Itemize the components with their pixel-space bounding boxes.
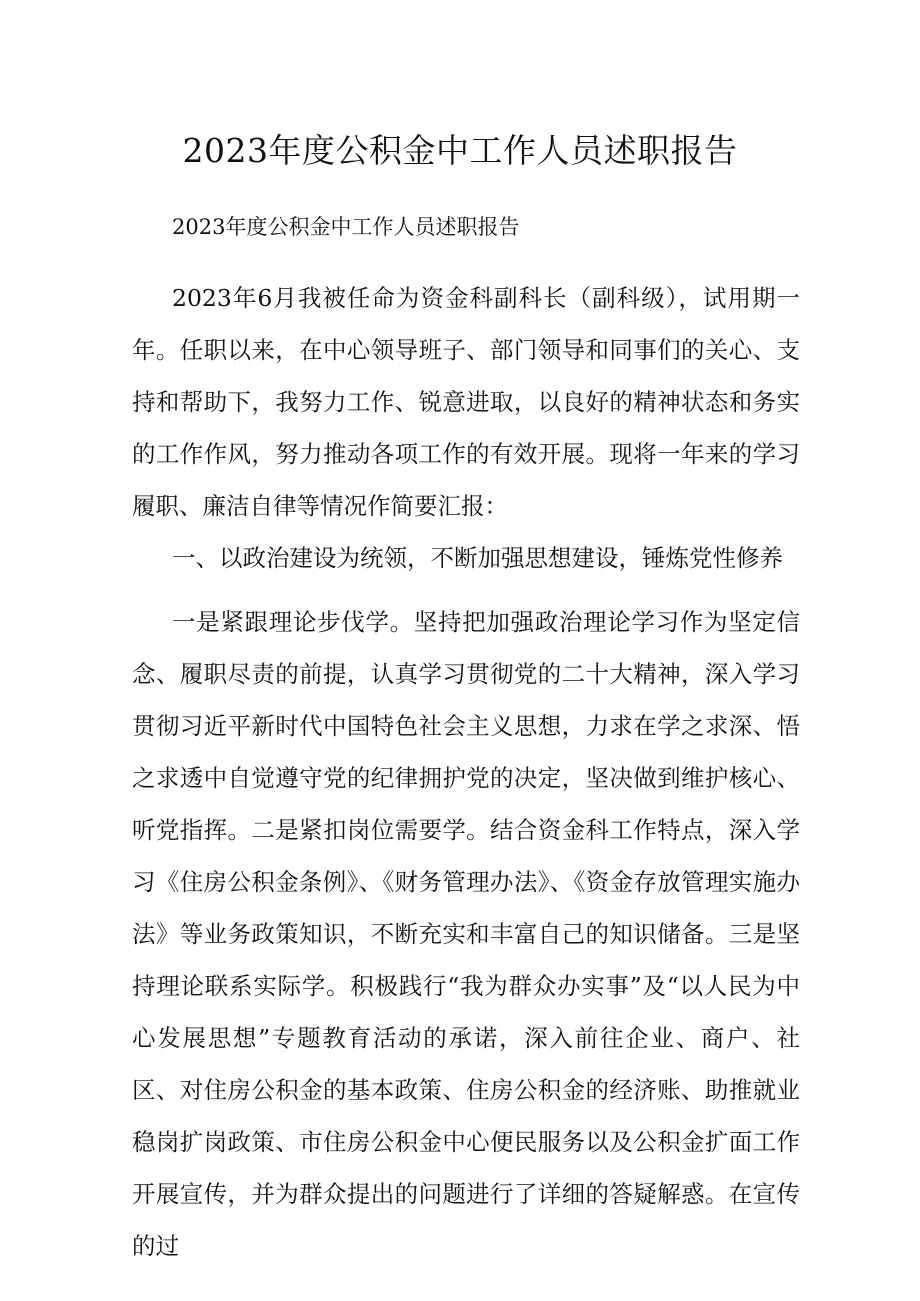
paragraph-section-1: 一是紧跟理论步伐学。坚持把加强政治理论学习作为坚定信念、履职尽责的前提，认真学习贯彻党的二十大精神，深入学习贯彻习近平新时代中国特色社会主义思想，力求在学之求深、悟之求透中自觉遵守党的纪律拥护党的决定，坚决做到维护核心、听党指挥。二是紧扣岗位需要学。结合资金科工作特点，深入学习《住房公积金条例》、《财务管理办法》、《资金存放管理实施办法》等业务政策知识，不断充实和丰富自己的知识储备。三是坚持理论联系实际学。积极践行“我为群众办实事”及“以人民为中心发展思想”专题教育活动的承诺，深入前往企业、商户、社区、对住房公积金的基本政策、住房公积金的经济账、助推就业稳岗扩岗政策、市住房公积金中心便民服务以及公积金扩面工作开展宣传，并为群众提出的问题进行了详细的答疑解惑。在宣传的过: [132, 608, 800, 1260]
document-subtitle: 2023年度公积金中工作人员述职报告: [172, 215, 520, 239]
section-heading-1: 一、以政治建设为统领，不断加强思想建设，锤炼党性修养: [172, 544, 783, 572]
paragraph-intro: 2023年6月我被任命为资金科副科长（副科级），试用期一年。任职以来，在中心领导班子、部门领导和同事们的关心、支持和帮助下，我努力工作、锐意进取，以良好的精神状态和务实的工作作风，努力推动各项工作的有效开展。现将一年来的学习履职、廉洁自律等情况作简要汇报：: [132, 284, 800, 520]
document-title: 2023年度公积金中工作人员述职报告: [182, 131, 738, 170]
